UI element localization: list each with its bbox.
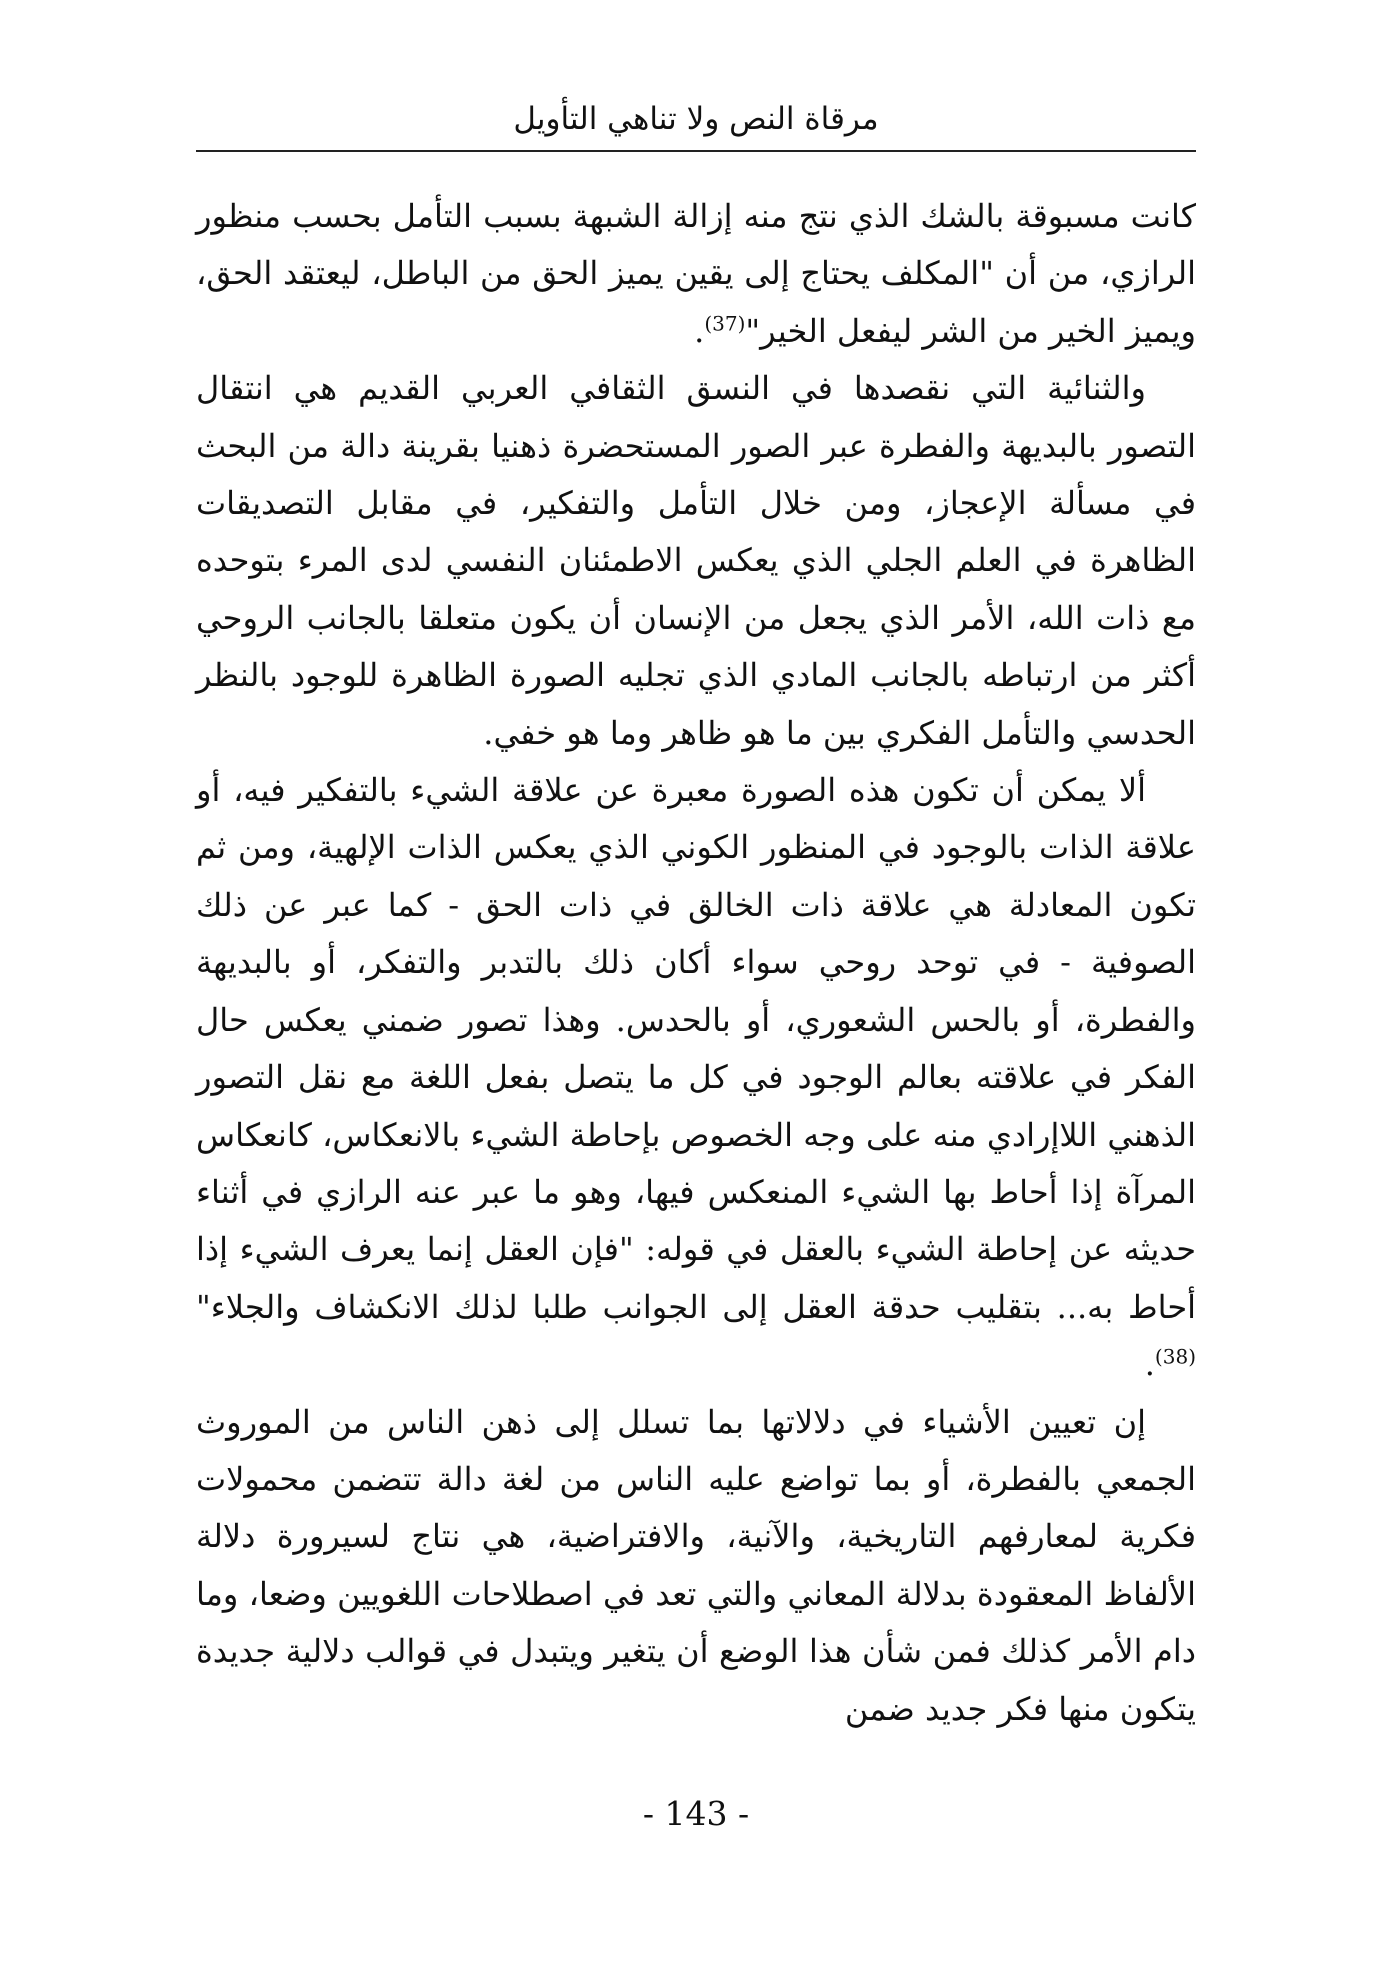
paragraph-end: . (694, 311, 705, 350)
paragraph-text: إن تعيين الأشياء في دلالاتها بما تسلل إلى ذهن الناس من الموروث الجمعي بالفطرة، أو بما تواضع عليه الناس من لغة دالة تتضمن محمولات فكرية لمعارفهم التاريخية، والآنية، والافتراضية، هي نتاج لسيرورة دلالة الألفاظ المعقودة بدلالة المعاني والتي تعد في اصطلاحات اللغويين وضعا، وما دام الأمر كذلك فمن شأن هذا الوضع أن يتغير ويتبدل في قوالب دلالية جديدة يتكون منها فكر جديد ضمن (196, 1402, 1197, 1728)
paragraph-4 (196, 1394, 1196, 1738)
paragraph-text: ألا يمكن أن تكون هذه الصورة معبرة عن علاقة الشيء بالتفكير فيه، أو علاقة الذات بالوجود في المنظور الكوني الذي يعكس الذات الإلهية، ومن ثم تكون المعادلة هي علاقة ذات الخالق في ذات الحق - كما عبر عن ذلك الصوفية - في توحد روحي سواء أكان ذلك بالتدبر والتفكر، أو بالبديهة والفطرة، أو بالحس الشعوري، أو بالحدس. وهذا تصور ضمني يعكس حال الفكر في علاقته بعالم الوجود في كل ما يتصل بفعل اللغة مع نقل التصور الذهني اللاإرادي منه على وجه الخصوص بإحاطة الشيء بالانعكاس، كانعكاس المرآة إذا أحاط بها الشيء المنعكس فيها، وهو ما عبر عنه الرازي في أثناء حديثه عن إحاطة الشيء بالعقل في قوله: "فإن العقل إنما يعرف الشيء إذا أحاط به... بتقليب حدقة العقل إلى الجوانب طلبا لذلك الانكشاف والجلاء" (196, 771, 1196, 1326)
footnote-ref-38: (38) (1154, 1344, 1196, 1369)
paragraph-1 (196, 188, 1196, 360)
footnote-ref-37: (37) (704, 311, 746, 336)
paragraph-text: والثنائية التي نقصدها في النسق الثقافي العربي القديم هي انتقال التصور بالبديهة والفطرة عبر الصور المستحضرة ذهنيا بقرينة دالة من البحث في مسألة الإعجاز، ومن خلال التأمل والتفكير، في مقابل التصديقات الظاهرة في العلم الجلي الذي يعكس الاطمئنان النفسي لدى المرء بتوحده مع ذات الله، الأمر الذي يجعل من الإنسان أن يكون متعلقا بالجانب الروحي أكثر من ارتباطه بالجانب المادي الذي تجليه الصورة الظاهرة للوجود بالنظر الحدسي والتأمل الفكري بين ما هو ظاهر وما هو خفي. (196, 369, 1197, 752)
paragraph-end: . (1144, 1345, 1155, 1384)
paragraph-2 (196, 360, 1196, 762)
header-rule (196, 150, 1196, 152)
page-number: - 143 - (642, 1794, 750, 1833)
paragraph-3 (196, 762, 1196, 1393)
body-text (196, 188, 1196, 1738)
running-header: مرقاة النص ولا تناهي التأويل (513, 101, 879, 137)
paragraph-text: كانت مسبوقة بالشك الذي نتج منه إزالة الشبهة بسبب التأمل بحسب منظور الرازي، من أن "المكلف يحتاج إلى يقين يميز الحق من الباطل، ليعتقد الحق، ويميز الخير من الشر ليفعل الخير" (196, 197, 1196, 350)
